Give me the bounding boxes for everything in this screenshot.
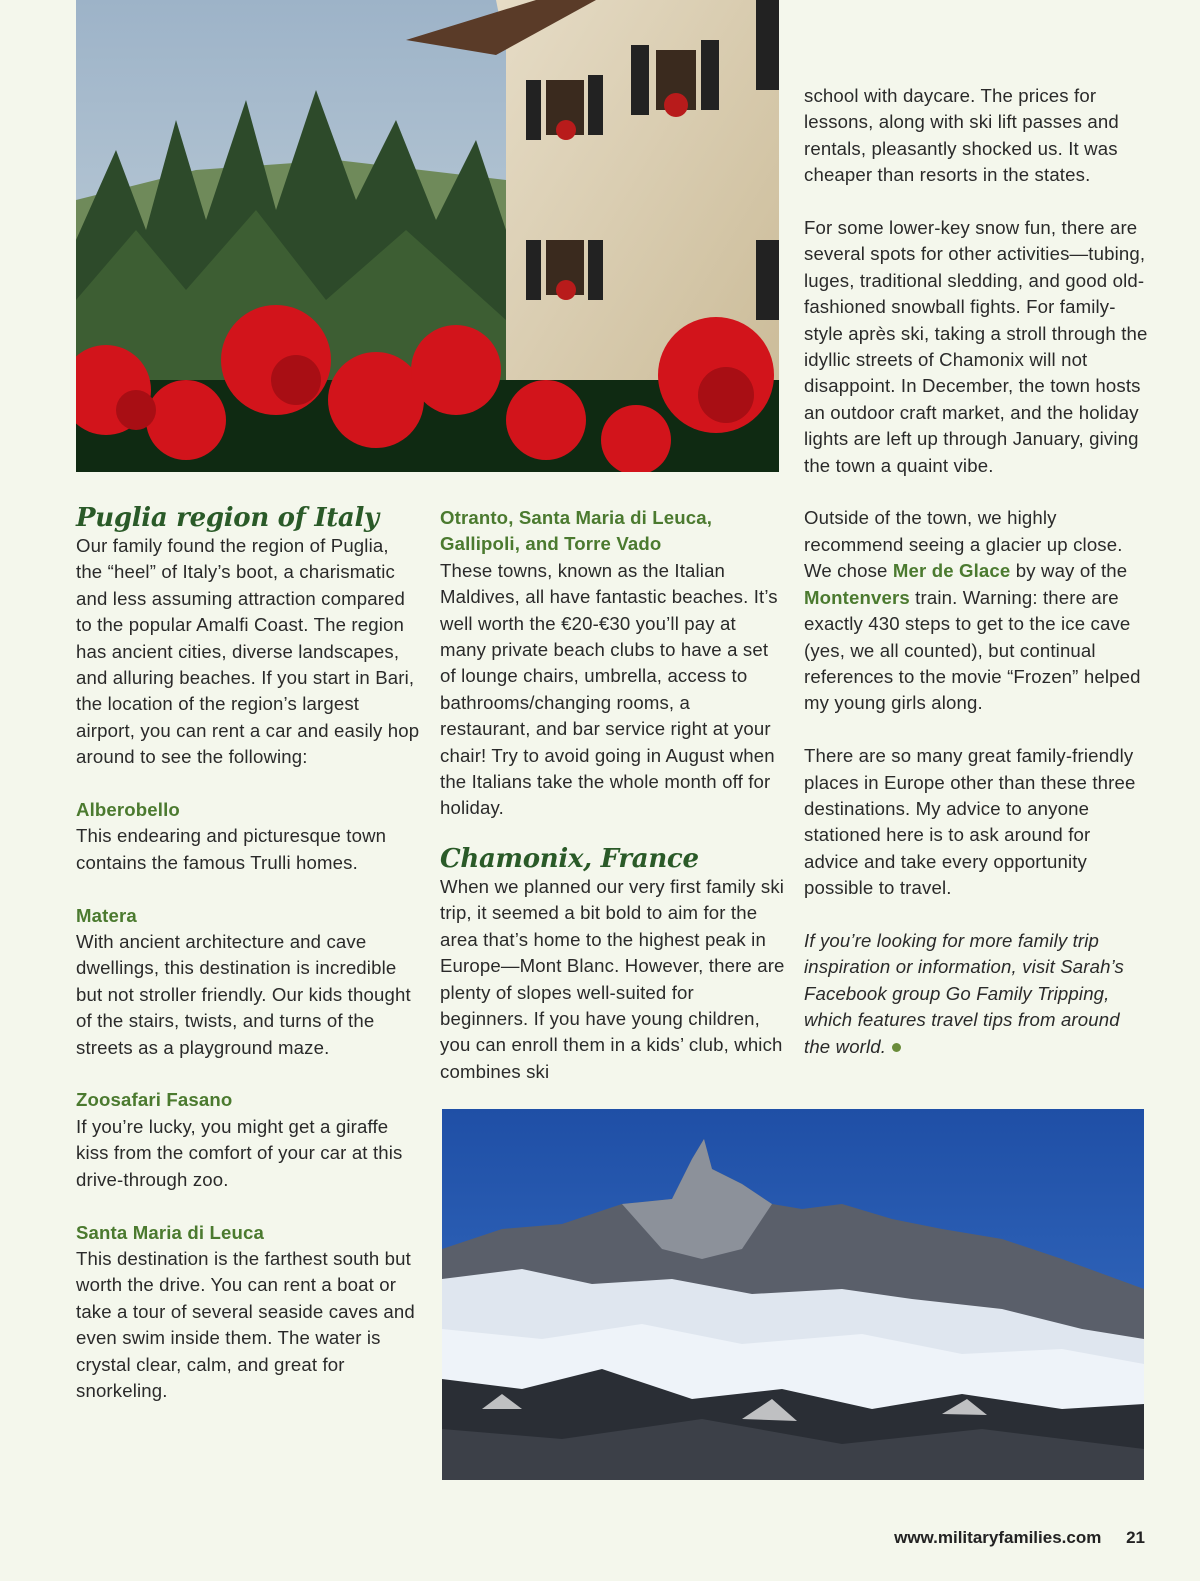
- site-url: www.militaryfamilies.com: [894, 1528, 1102, 1547]
- glacier-text-a: Outside of the town, we highly recommend seeing a glacier up close. We chose: [804, 507, 1123, 582]
- puglia-intro: Our family found the region of Puglia, the “heel” of Italy’s boot, a charismatic and less assuming attraction compared to the popular Amalfi Coast. The region has ancient cities, diverse landscapes, and alluring beaches. If you start in Bari, the location of the region’s largest airport, you can rent a car and easily hop around to see the following:: [76, 535, 420, 768]
- ski-school-paragraph: school with daycare. The prices for lessons, along with ski lift passes and rentals, pleasantly shocked us. It was cheaper than resorts in the states.: [804, 85, 1119, 186]
- montenvers-highlight: Montenvers: [804, 586, 910, 608]
- closing-text: If you’re looking for more family trip inspiration or information, visit Sarah’s Facebook group Go Family Tripping, which features travel tips from around the world.: [804, 929, 1124, 1057]
- column-otranto-chamonix: [440, 505, 785, 1085]
- closing-paragraph: [804, 928, 1148, 1060]
- village-geraniums-photo: [76, 0, 779, 472]
- page-number: 21: [1126, 1528, 1145, 1547]
- subheading-otranto: Otranto, Santa Maria di Leuca, Gallipoli, and Torre Vado: [440, 507, 713, 555]
- subheading-matera: Matera: [76, 904, 137, 926]
- subheading-zoosafari: Zoosafari Fasano: [76, 1089, 233, 1111]
- glacier-text-c: train. Warning: there are exactly 430 steps to get to the ice cave (yes, we all counted), but continual references to the movie “Frozen” helped my young girls along.: [804, 586, 1141, 714]
- snowy-mountain-photo: [442, 1109, 1144, 1480]
- page-footer: [894, 1528, 1145, 1548]
- mer-de-glace-highlight: Mer de Glace: [892, 560, 1011, 582]
- otranto-body: These towns, known as the Italian Maldives, all have fantastic beaches. It’s well worth the €20-€30 you’ll pay at many private beach clubs to have a set of lounge chairs, umbrella, access to bathrooms/changing rooms, a restaurant, and bar service right at your chair! Try to avoid going in August when the Italians take the whole month off for holiday.: [440, 559, 778, 819]
- santa-maria-body: This destination is the farthest south but worth the drive. You can rent a boat or take a tour of several seaside caves and even swim inside them. The water is crystal clear, calm, and great for snorkeling.: [76, 1247, 415, 1401]
- section-heading-puglia: Puglia region of Italy: [76, 503, 379, 533]
- column-chamonix-continued: [804, 83, 1148, 1060]
- section-heading-chamonix: Chamonix, France: [440, 843, 699, 874]
- subheading-santa-maria: Santa Maria di Leuca: [76, 1221, 264, 1243]
- zoosafari-body: If you’re lucky, you might get a giraffe kiss from the comfort of your car at this drive-through zoo.: [76, 1115, 403, 1190]
- chamonix-body: When we planned our very first family ski trip, it seemed a bit bold to aim for the area that’s home to the highest peak in Europe—Mont Blanc. However, there are plenty of slopes well-suited for beginners. If you have young children, you can enroll them in a kids’ club, which combines ski: [440, 875, 785, 1082]
- glacier-paragraph: [804, 505, 1148, 716]
- snow-fun-paragraph: For some lower-key snow fun, there are several spots for other activities—tubing, luges, traditional sledding, and good old-fashioned snowball fights. For family-style après ski, taking a stroll through the idyllic streets of Chamonix will not disappoint. In December, the town hosts an outdoor craft market, and the holiday lights are left up through January, giving the town a quaint vibe.: [804, 217, 1148, 476]
- column-puglia: [76, 503, 420, 1404]
- matera-body: With ancient architecture and cave dwellings, this destination is incredible but not stroller friendly. Our kids thought of the stairs, twists, and turns of the streets as a playground maze.: [76, 931, 411, 1058]
- alberobello-body: This endearing and picturesque town contains the famous Trulli homes.: [76, 825, 387, 873]
- advice-paragraph: There are so many great family-friendly places in Europe other than these three destinations. My advice to anyone stationed here is to ask around for advice and take every opportunity possible to travel.: [804, 745, 1136, 899]
- glacier-text-b: by way of the: [1010, 560, 1128, 582]
- subheading-alberobello: Alberobello: [76, 799, 180, 821]
- end-mark-icon: [892, 1043, 901, 1052]
